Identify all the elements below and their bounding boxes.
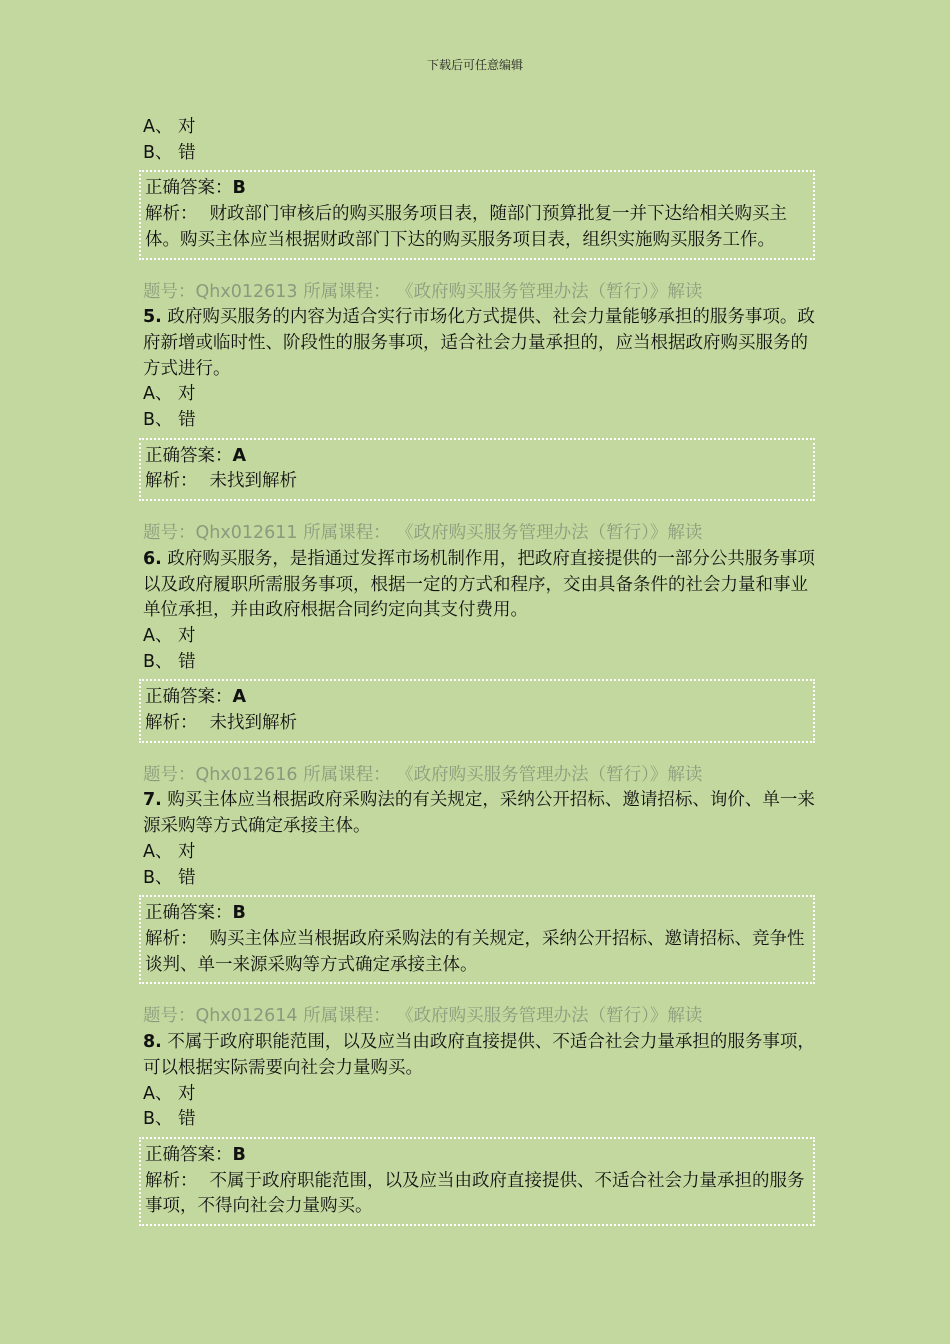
question-meta: 题号：Qhx012611 所属课程： 《政府购买服务管理办法（暂行）》解读 (143, 523, 703, 544)
analysis-line (145, 469, 813, 495)
option-b: B、 错 (143, 142, 196, 163)
option-a: A、 对 (143, 625, 196, 646)
question-number: 7. (143, 790, 162, 811)
answer-line (145, 444, 813, 470)
option-a: A、 对 (143, 384, 196, 405)
question-number: 6. (143, 548, 162, 569)
analysis-text: 不属于政府职能范围，以及应当由政府直接提供、不适合社会力量承担的服务事项，不得向社会力量购买。 (145, 1170, 805, 1217)
option-a: A、 对 (143, 117, 196, 137)
answer-line (145, 685, 813, 711)
answer-box (139, 679, 815, 742)
question-stem (143, 547, 815, 624)
document-content (143, 115, 815, 1226)
question-text: 政府购买服务的内容为适合实行市场化方式提供、社会力量能够承担的服务事项。政府新增或临时性、阶段性的服务事项，适合社会力量承担的，应当根据政府购买服务的方式进行。 (143, 307, 815, 379)
analysis-text: 未找到解析 (209, 471, 297, 492)
answer-label: 正确答案： (145, 445, 233, 466)
answer-line (145, 1143, 813, 1169)
question-6 (143, 521, 815, 743)
answer-value: B (232, 1144, 246, 1165)
answer-value: A (232, 445, 247, 466)
answer-line (145, 176, 813, 202)
analysis-line (145, 1169, 813, 1220)
question-meta: 题号：Qhx012616 所属课程： 《政府购买服务管理办法（暂行）》解读 (143, 764, 703, 785)
answer-label: 正确答案： (145, 687, 233, 708)
option-a: A、 对 (143, 1083, 196, 1104)
answer-label: 正确答案： (145, 1144, 233, 1165)
analysis-line (145, 711, 813, 737)
question-stem (143, 788, 815, 839)
answer-box (139, 170, 815, 259)
question-text: 不属于政府职能范围，以及应当由政府直接提供、不适合社会力量承担的服务事项，可以根据实际需要向社会力量购买。 (143, 1032, 815, 1078)
question-meta: 题号：Qhx012614 所属课程： 《政府购买服务管理办法（暂行）》解读 (143, 1006, 703, 1027)
option-a: A、 对 (143, 841, 196, 862)
question-stem (143, 1030, 815, 1081)
question-text: 政府购买服务，是指通过发挥市场机制作用，把政府直接提供的一部分公共服务事项以及政府履职所需服务事项，根据一定的方式和程序，交由具备条件的社会力量和事业单位承担，并由政府根据合同约定向其支付费用。 (143, 548, 815, 621)
analysis-label: 解析： (145, 204, 198, 225)
analysis-label: 解析： (145, 713, 198, 734)
answer-line (145, 901, 813, 927)
question-number: 8. (143, 1032, 162, 1053)
analysis-text: 未找到解析 (209, 713, 297, 734)
answer-value: B (232, 903, 246, 924)
analysis-label: 解析： (145, 928, 198, 949)
answer-label: 正确答案： (145, 178, 233, 199)
analysis-label: 解析： (145, 471, 198, 492)
question-meta: 题号：Qhx012613 所属课程： 《政府购买服务管理办法（暂行）》解读 (143, 281, 703, 302)
question-continuation (143, 115, 815, 260)
question-stem (143, 305, 815, 382)
option-b: B、 错 (143, 1109, 196, 1130)
page-header: 下载后可任意编辑 (426, 58, 523, 72)
answer-box (139, 895, 815, 984)
analysis-line (145, 927, 813, 978)
analysis-line (145, 202, 813, 253)
question-text: 购买主体应当根据政府采购法的有关规定，采纳公开招标、邀请招标、询价、单一来源采购等方式确定承接主体。 (143, 790, 815, 837)
option-b: B、 错 (143, 651, 196, 672)
answer-value: B (232, 178, 246, 199)
answer-box (139, 1137, 815, 1226)
option-b: B、 错 (143, 410, 196, 431)
option-b: B、 错 (143, 867, 196, 888)
question-8 (143, 1004, 815, 1226)
analysis-text: 财政部门审核后的购买服务项目表，随部门预算批复一并下达给相关购买主体。购买主体应当根据财政部门下达的购买服务项目表，组织实施购买服务工作。 (145, 204, 787, 250)
analysis-text: 购买主体应当根据政府采购法的有关规定，采纳公开招标、邀请招标、竞争性谈判、单一来源采购等方式确定承接主体。 (145, 928, 805, 975)
question-number: 5. (143, 307, 162, 328)
answer-value: A (232, 687, 247, 708)
answer-label: 正确答案： (145, 903, 233, 924)
question-5 (143, 280, 815, 502)
analysis-label: 解析： (145, 1170, 198, 1191)
question-7 (143, 763, 815, 985)
answer-box (139, 438, 815, 501)
